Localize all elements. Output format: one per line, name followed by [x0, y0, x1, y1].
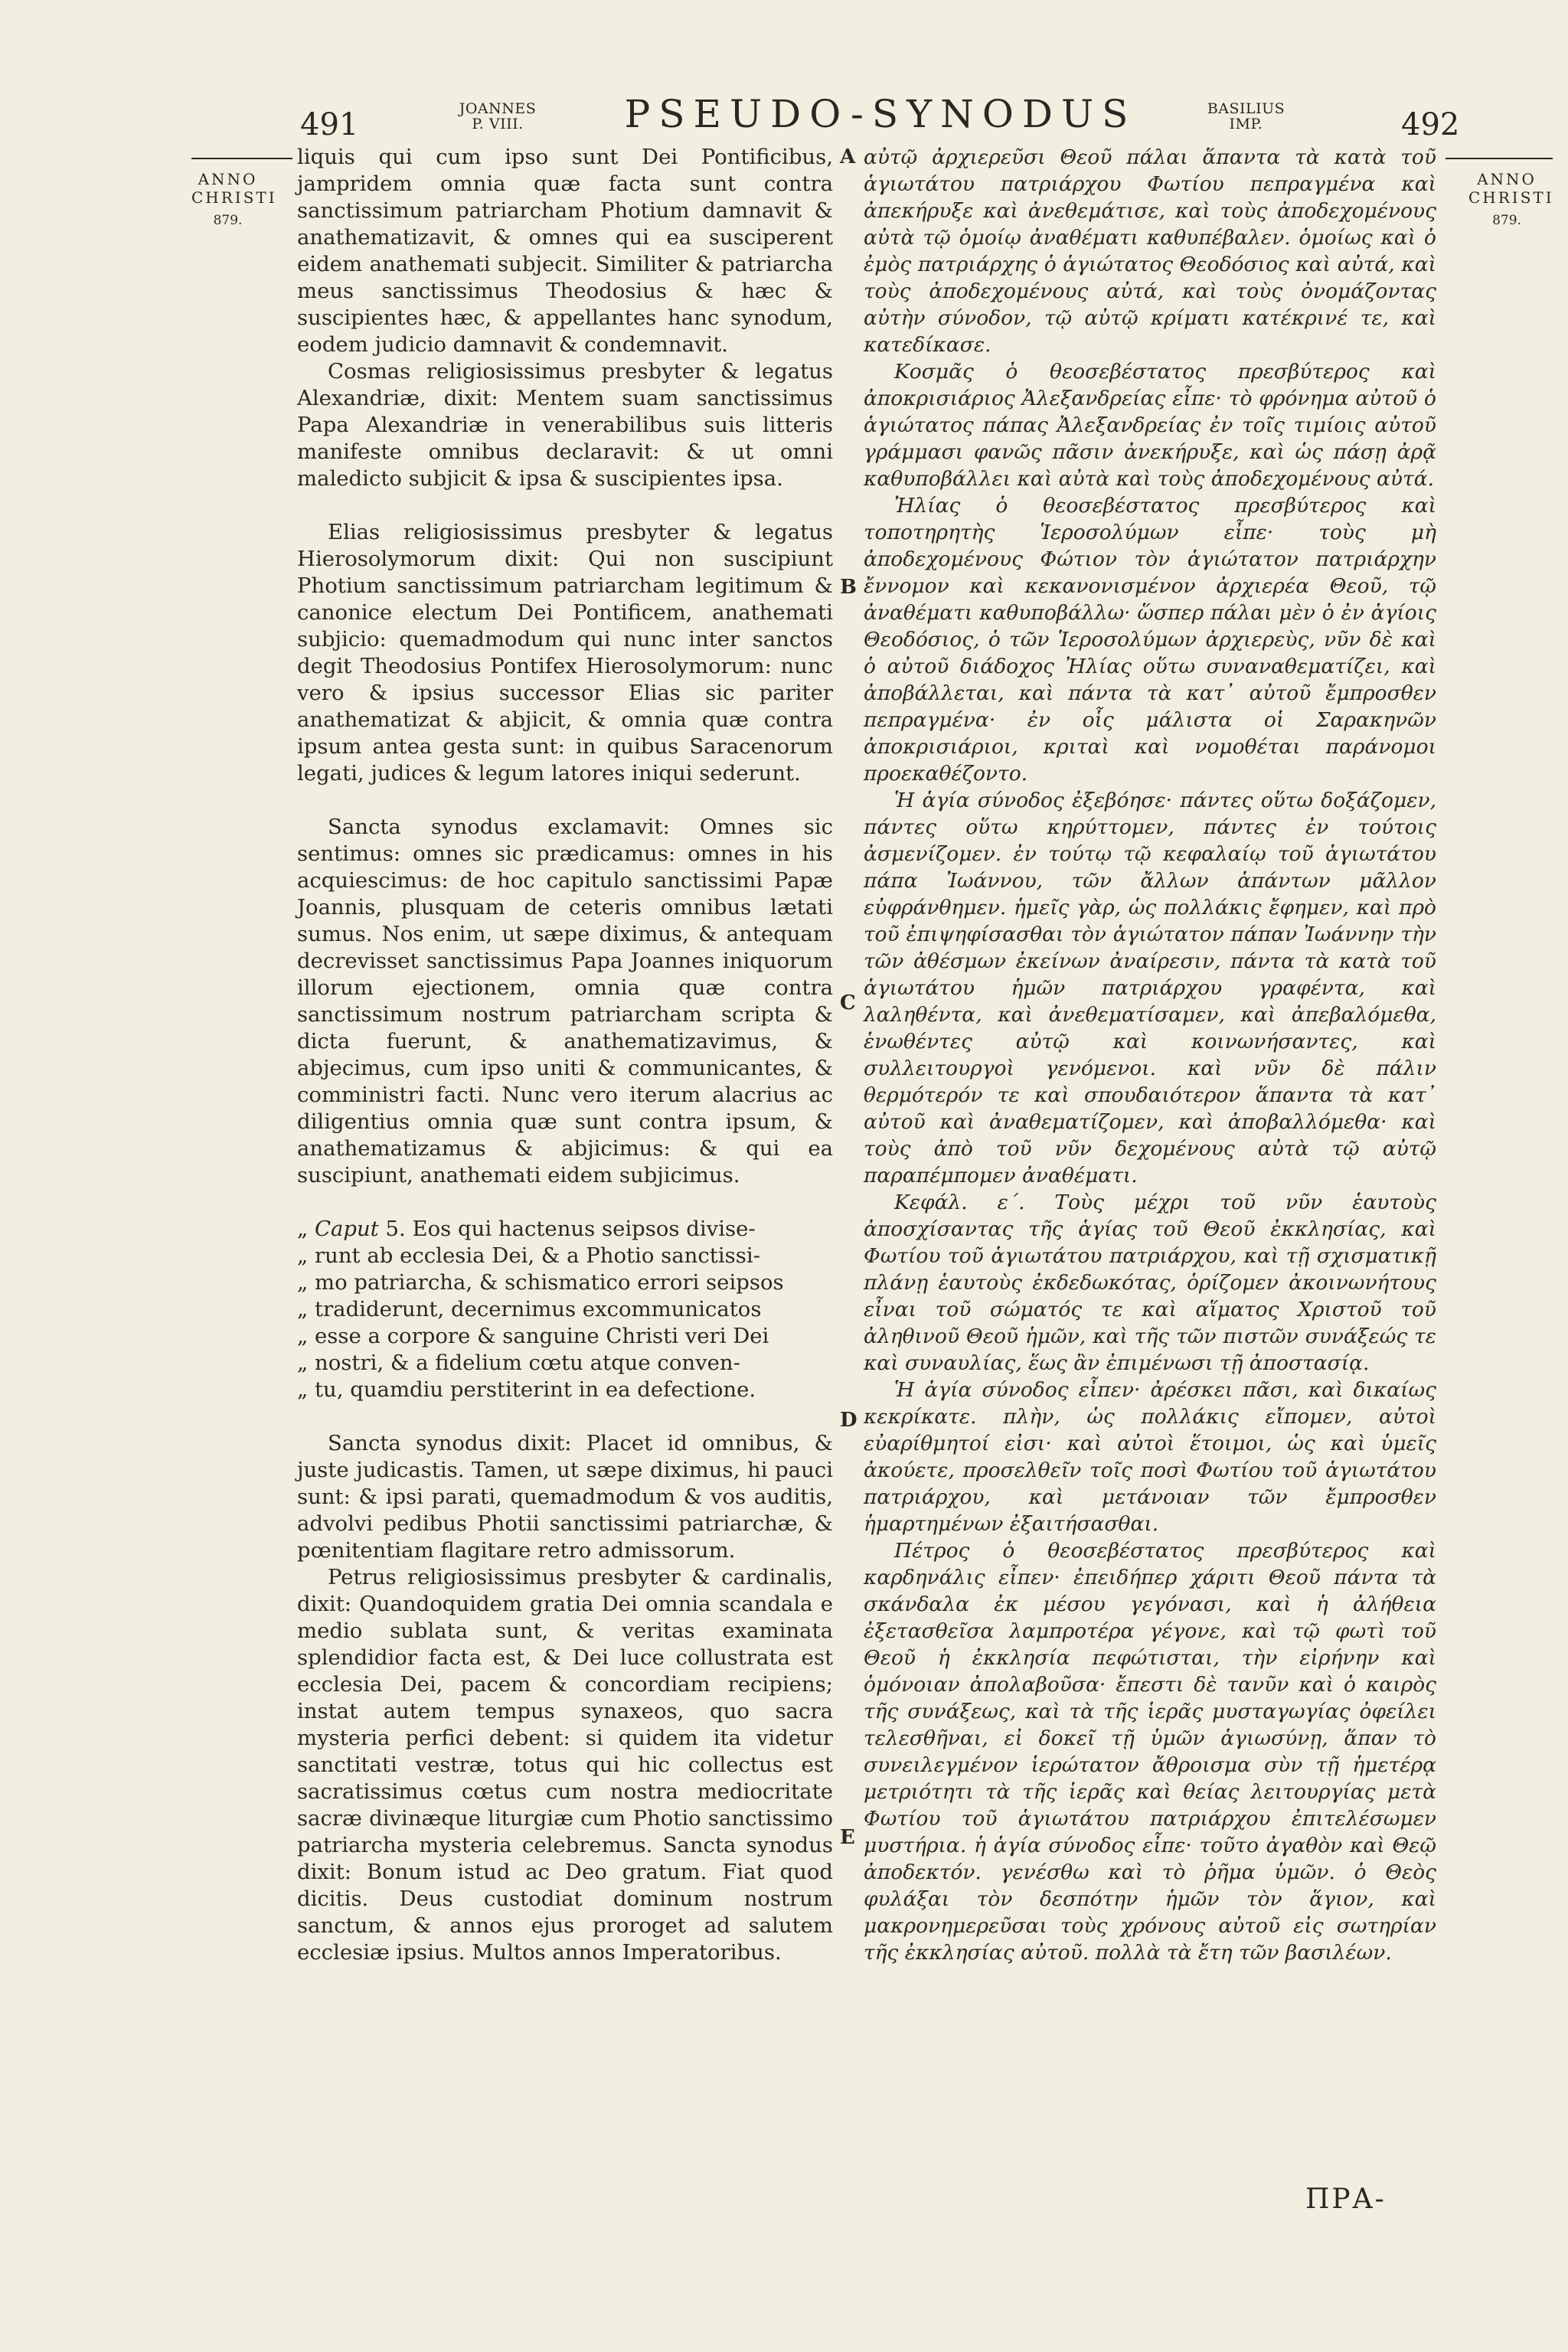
left-margin-rule: [191, 158, 292, 159]
latin-paragraph-6: Petrus religiosissimus presbyter & cardinalis, dixit: Quandoquidem gratia Dei omnia scandala e medio sublata sunt, & veritas examinata splendidior facta est, & Dei luce collustrata est ecclesia Dei, pacem & concordiam recipiens; instat autem tempus synaxeos, quo sacra mysteria perfici debent: si quidem ita videtur sanctitati vestræ, totus qui hic collectus est sacratissimus cœtus cum nostra mediocritate sacræ divinæque liturgiæ cum Photio sanctissimo patriarcha mysteria celebremus. Sancta synodus dixit: Bonum istud ac Deo gratum. Fiat quod dicitis. Deus custodiat dominum nostrum sanctum, & annos ejus proroget ad salutem ecclesiæ ipsius. Multos annos Imperatoribus.: [297, 1565, 833, 1965]
running-title: PSEUDO-SYNODUS: [624, 92, 1137, 136]
greek-paragraph-6: Ἡ ἁγία σύνοδος εἶπεν· ἀρέσκει πᾶσι, καὶ δικαίως κεκρίκατε. πλὴν, ὡς πολλάκις εἴπομεν, αὐτοὶ εὐαρίθμητοί εἰσι· καὶ αὐτοὶ ἕτοιμοι, ὡς καὶ ὑμεῖς ἀκούετε, προσελθεῖν τοῖς ποσὶ Φωτίου τοῦ ἁγιωτάτου πατριάρχου, καὶ μετάνοιαν τῶν ἔμπροσθεν ἡμαρτημένων ἐξαιτήσασθαι.: [864, 1378, 1436, 1536]
caput-line: „ mo patriarcha, & schismatico errori seipsos: [297, 1270, 784, 1295]
left-margin-year: 879.: [213, 213, 243, 228]
greek-paragraph-2: Κοσμᾶς ὁ θεοσεβέστατος πρεσβύτερος καὶ ἀποκρισιάριος Ἀλεξανδρείας εἶπε· τὸ φρόνημα αὐτοῦ ὁ ἁγιώτατος πάπας Ἀλεξανδρείας ἐν τοῖς τιμίοις αὐτοῦ γράμμασι φανῶς πᾶσιν ἀνεκήρυξε, καὶ ὡς πάσῃ ἀρᾷ καθυποβάλλει καὶ αὐτὰ καὶ τοὺς ἀποδεχομένους αὐτά.: [864, 360, 1436, 491]
right-head-line1: BASILIUS: [1207, 100, 1285, 117]
right-running-head: [1194, 101, 1298, 132]
section-letter-a: A: [840, 145, 856, 168]
section-letter-c: C: [840, 991, 856, 1014]
left-margin-label1: ANNO: [198, 170, 258, 188]
caput-line: „ tu, quamdiu perstiterint in ea defectione.: [297, 1377, 756, 1402]
catchword: ΠΡΑ-: [1305, 2184, 1387, 2215]
left-margin-label2: CHRISTI: [191, 188, 277, 207]
greek-paragraph-7: Πέτρος ὁ θεοσεβέστατος πρεσβύτερος καὶ καρδηνάλις εἶπεν· ἐπειδήπερ χάριτι Θεοῦ πάντα τὰ σκάνδαλα ἐκ μέσου γεγόνασι, καὶ ἡ ἀλήθεια ἐξετασθεῖσα λαμπροτέρα γέγονε, καὶ τῷ φωτὶ τοῦ Θεοῦ ἡ ἐκκλησία πεφώτισται, τὴν εἰρήνην καὶ ὁμόνοιαν ἀπολαβοῦσα· ἔπεστι δὲ τανῦν καὶ ὁ καιρὸς τῆς συνάξεως, καὶ τὰ τῆς ἱερᾶς μυσταγωγίας ὀφείλει τελεσθῆναι, εἰ δοκεῖ τῇ ὑμῶν ἁγιωσύνῃ, ἅπαν τὸ συνειλεγμένον ἱερώτατον ἄθροισμα σὺν τῇ ἡμετέρᾳ μετριότητι τὰ τῆς ἱερᾶς καὶ θείας λειτουργίας μετὰ Φωτίου τοῦ ἁγιωτάτου πατριάρχου ἐπιτελέσωμεν μυστήρια. ἡ ἁγία σύνοδος εἶπε· τοῦτο ἀγαθὸν καὶ Θεῷ ἀποδεκτόν. γενέσθω καὶ τὸ ῥῆμα ὑμῶν. ὁ Θεὸς φυλάξαι τὸν δεσπότην ἡμῶν τὸν ἅγιον, καὶ μακρονημερεῦσαι τοὺς χρόνους αὐτοῦ εἰς σωτηρίαν τῆς ἐκκλησίας αὐτοῦ. πολλὰ τὰ ἔτη τῶν βασιλέων.: [864, 1539, 1436, 1965]
caput-line: „ esse a corpore & sanguine Christi veri Dei: [297, 1324, 769, 1348]
section-letter-e: E: [840, 1826, 855, 1849]
page-number-right: 492: [1401, 107, 1460, 142]
greek-paragraph-1: αὐτῷ ἀρχιερεῦσι Θεοῦ πάλαι ἅπαντα τὰ κατὰ τοῦ ἁγιωτάτου πατριάρχου Φωτίου πεπραγμένα καὶ ἀπεκήρυξε καὶ ἀνεθεμάτισε, καὶ τοὺς ἀποδεχομένους αὐτὰ τῷ ὁμοίῳ ἀναθέματι καθυπέβαλεν. ὁμοίως καὶ ὁ ἐμὸς πατριάρχης ὁ ἁγιώτατος Θεοδόσιος καὶ αὐτά, καὶ τοὺς ἀποδεχομένους αὐτά, καὶ τοὺς ὀνομάζοντας αὐτὴν σύνοδον, τῷ αὐτῷ κρίματι κατέκρινέ τε, καὶ κατεδίκασε.: [864, 145, 1436, 357]
right-margin-year: 879.: [1492, 213, 1521, 228]
latin-paragraph-3: Elias religiosissimus presbyter & legatus Hierosolymorum dixit: Qui non suscipiunt Photium sanctissimum patriarcham legitimum & canonice electum Dei Pontificem, anathemati subjicio: quemadmodum qui nunc inter sanctos degit Theodosius Pontifex Hierosolymorum: nunc vero & ipsius successor Elias sic pariter anathematizat & abjicit, & omnia quæ contra ipsum antea gesta sunt: in quibus Saracenorum legati, judices & legum latores iniqui sederunt.: [297, 520, 833, 786]
right-margin-note: [1468, 170, 1554, 230]
greek-paragraph-5: Κεφάλ. ε΄. Τοὺς μέχρι τοῦ νῦν ἑαυτοὺς ἀποσχίσαντας τῆς ἁγίας τοῦ Θεοῦ ἐκκλησίας, καὶ Φωτίου τοῦ ἁγιωτάτου πατριάρχου, καὶ τῇ σχισματικῇ πλάνῃ ἑαυτοὺς ἐκδεδωκότας, ὁρίζομεν ἀκοινωνήτους εἶναι τοῦ σώματός τε καὶ αἵματος Χριστοῦ τοῦ ἀληθινοῦ Θεοῦ ἡμῶν, καὶ τῆς τῶν πιστῶν συνάξεώς τε καὶ συναυλίας, ἕως ἂν ἐπιμένωσι τῇ ἀποστασίᾳ.: [864, 1191, 1436, 1375]
page-number-left: 491: [300, 107, 359, 142]
latin-paragraph-5: Sancta synodus dixit: Placet id omnibus, & juste judicastis. Tamen, ut sæpe diximus, hi pauci sunt: & ipsi parati, quemadmodum & vos auditis, advolvi pedibus Photii sanctissimi patriarchæ, & pœnitentiam flagitare retro admissorum.: [297, 1431, 833, 1563]
right-margin-label1: ANNO: [1477, 170, 1537, 188]
section-letter-d: D: [840, 1409, 858, 1432]
section-letter-b: B: [840, 576, 857, 599]
latin-paragraph-4: Sancta synodus exclamavit: Omnes sic sentimus: omnes sic prædicamus: omnes in his acquiescimus: de hoc capitulo sanctissimi Papæ Joannis, plusquam de ceteris omnibus lætati sumus. Nos enim, ut sæpe diximus, & antequam decrevisset sanctissimus Papa Joannes iniquorum illorum ejectionem, omnia quæ contra sanctissimum nostrum patriarcham scripta & dicta fuerunt, & anathematizavimus, & abjecimus, cum ipso uniti & communicantes, & comministri facti. Nunc vero iterum alacrius ac diligentius omnia quæ sunt contra ipsum, & anathematizamus & abjicimus: & qui ea suscipiunt, anathemati eidem subjicimus.: [297, 815, 833, 1187]
latin-column: [297, 144, 833, 1966]
latin-paragraph-1: liquis qui cum ipso sunt Dei Pontificibus, jampridem omnia quæ facta sunt contra sanctissimum patriarcham Photium damnavit & anathematizavit, & omnes qui ea susciperent eidem anathemati subjecit. Similiter & patriarcha meus sanctissimus Theodosius & hæc & suscipientes hæc, & appellantes hanc synodum, eodem judicio damnavit & condemnavit.: [297, 145, 833, 357]
caput-line: „ tradiderunt, decernimus excommunicatos: [297, 1297, 762, 1321]
caput-line: „ Caput 5. Eos qui hactenus seipsos divise-: [297, 1217, 756, 1241]
greek-paragraph-3: Ἠλίας ὁ θεοσεβέστατος πρεσβύτερος καὶ τοποτηρητὴς Ἱεροσολύμων εἶπε· τοὺς μὴ ἀποδεχομένους Φώτιον τὸν ἁγιώτατον πατριάρχην ἔννομον καὶ κεκανονισμένον ἀρχιερέα Θεοῦ, τῷ ἀναθέματι καθυποβάλλω· ὥσπερ πάλαι μὲν ὁ ἐν ἁγίοις Θεοδόσιος, ὁ τῶν Ἱεροσολύμων ἀρχιερεὺς, νῦν δὲ καὶ ὁ αὐτοῦ διάδοχος Ἠλίας οὕτω συναναθεματίζει, καὶ ἀποβάλλεται, καὶ πάντα τὰ κατ᾽ αὐτοῦ ἔμπροσθεν πεπραγμένα· ἐν οἷς μάλιστα οἱ Σαρακηνῶν ἀποκρισιάριοι, κριταὶ καὶ νομοθέται παράνομοι προεκαθέζοντο.: [864, 494, 1436, 786]
latin-paragraph-2: Cosmas religiosissimus presbyter & legatus Alexandriæ, dixit: Mentem suam sanctissimus Papa Alexandriæ in venerabilibus suis litteris manifeste omnibus declaravit: & ut omni maledicto subjicit & ipsa & suscipientes ipsa.: [297, 359, 833, 491]
left-running-head: [448, 101, 547, 132]
right-margin-rule: [1446, 158, 1553, 159]
left-margin-note: [191, 170, 277, 230]
right-margin-label2: CHRISTI: [1468, 188, 1554, 207]
left-head-line2: P. VIII.: [472, 116, 524, 132]
caput-line: „ nostri, & a fidelium cœtu atque conven-: [297, 1351, 740, 1375]
right-head-line2: IMP.: [1229, 116, 1263, 132]
greek-paragraph-4: Ἡ ἁγία σύνοδος ἐξεβόησε· πάντες οὕτω δοξάζομεν, πάντες οὕτω κηρύττομεν, πάντες ἐν τούτοις ἀσμενίζομεν. ἐν τούτῳ τῷ κεφαλαίῳ τοῦ ἁγιωτάτου πάπα Ἰωάννου, τῶν ἄλλων ἁπάντων μᾶλλον εὐφράνθημεν. ἡμεῖς γὰρ, ὡς πολλάκις ἔφημεν, καὶ πρὸ τοῦ ἐπιψηφίσασθαι τὸν ἁγιώτατον πάπαν Ἰωάννην τὴν τῶν ἀθέσμων ἐκείνων ἀναίρεσιν, πάντα τὰ κατὰ τοῦ ἁγιωτάτου ἡμῶν πατριάρχου γραφέντα, καὶ λαληθέντα, καὶ ἀνεθεματίσαμεν, καὶ ἀπεβαλόμεθα, ἑνωθέντες αὐτῷ καὶ κοινωνήσαντες, καὶ συλλειτουργοὶ γενόμενοι. καὶ νῦν δὲ πάλιν θερμότερόν τε καὶ σπουδαιότερον ἅπαντα τὰ κατ᾽ αὐτοῦ καὶ ἀναθεματίζομεν, καὶ ἀποβαλλόμεθα· καὶ τοὺς ἀπὸ τοῦ νῦν δεχομένους αὐτὰ τῷ αὐτῷ παραπέμπομεν ἀναθέματι.: [864, 789, 1436, 1187]
caput-line: „ runt ab ecclesia Dei, & a Photio sanctissi-: [297, 1243, 760, 1268]
greek-column: [864, 144, 1436, 1966]
latin-caput-block: [297, 1216, 833, 1403]
left-head-line1: JOANNES: [459, 100, 537, 117]
caput-label: Caput: [315, 1217, 379, 1241]
